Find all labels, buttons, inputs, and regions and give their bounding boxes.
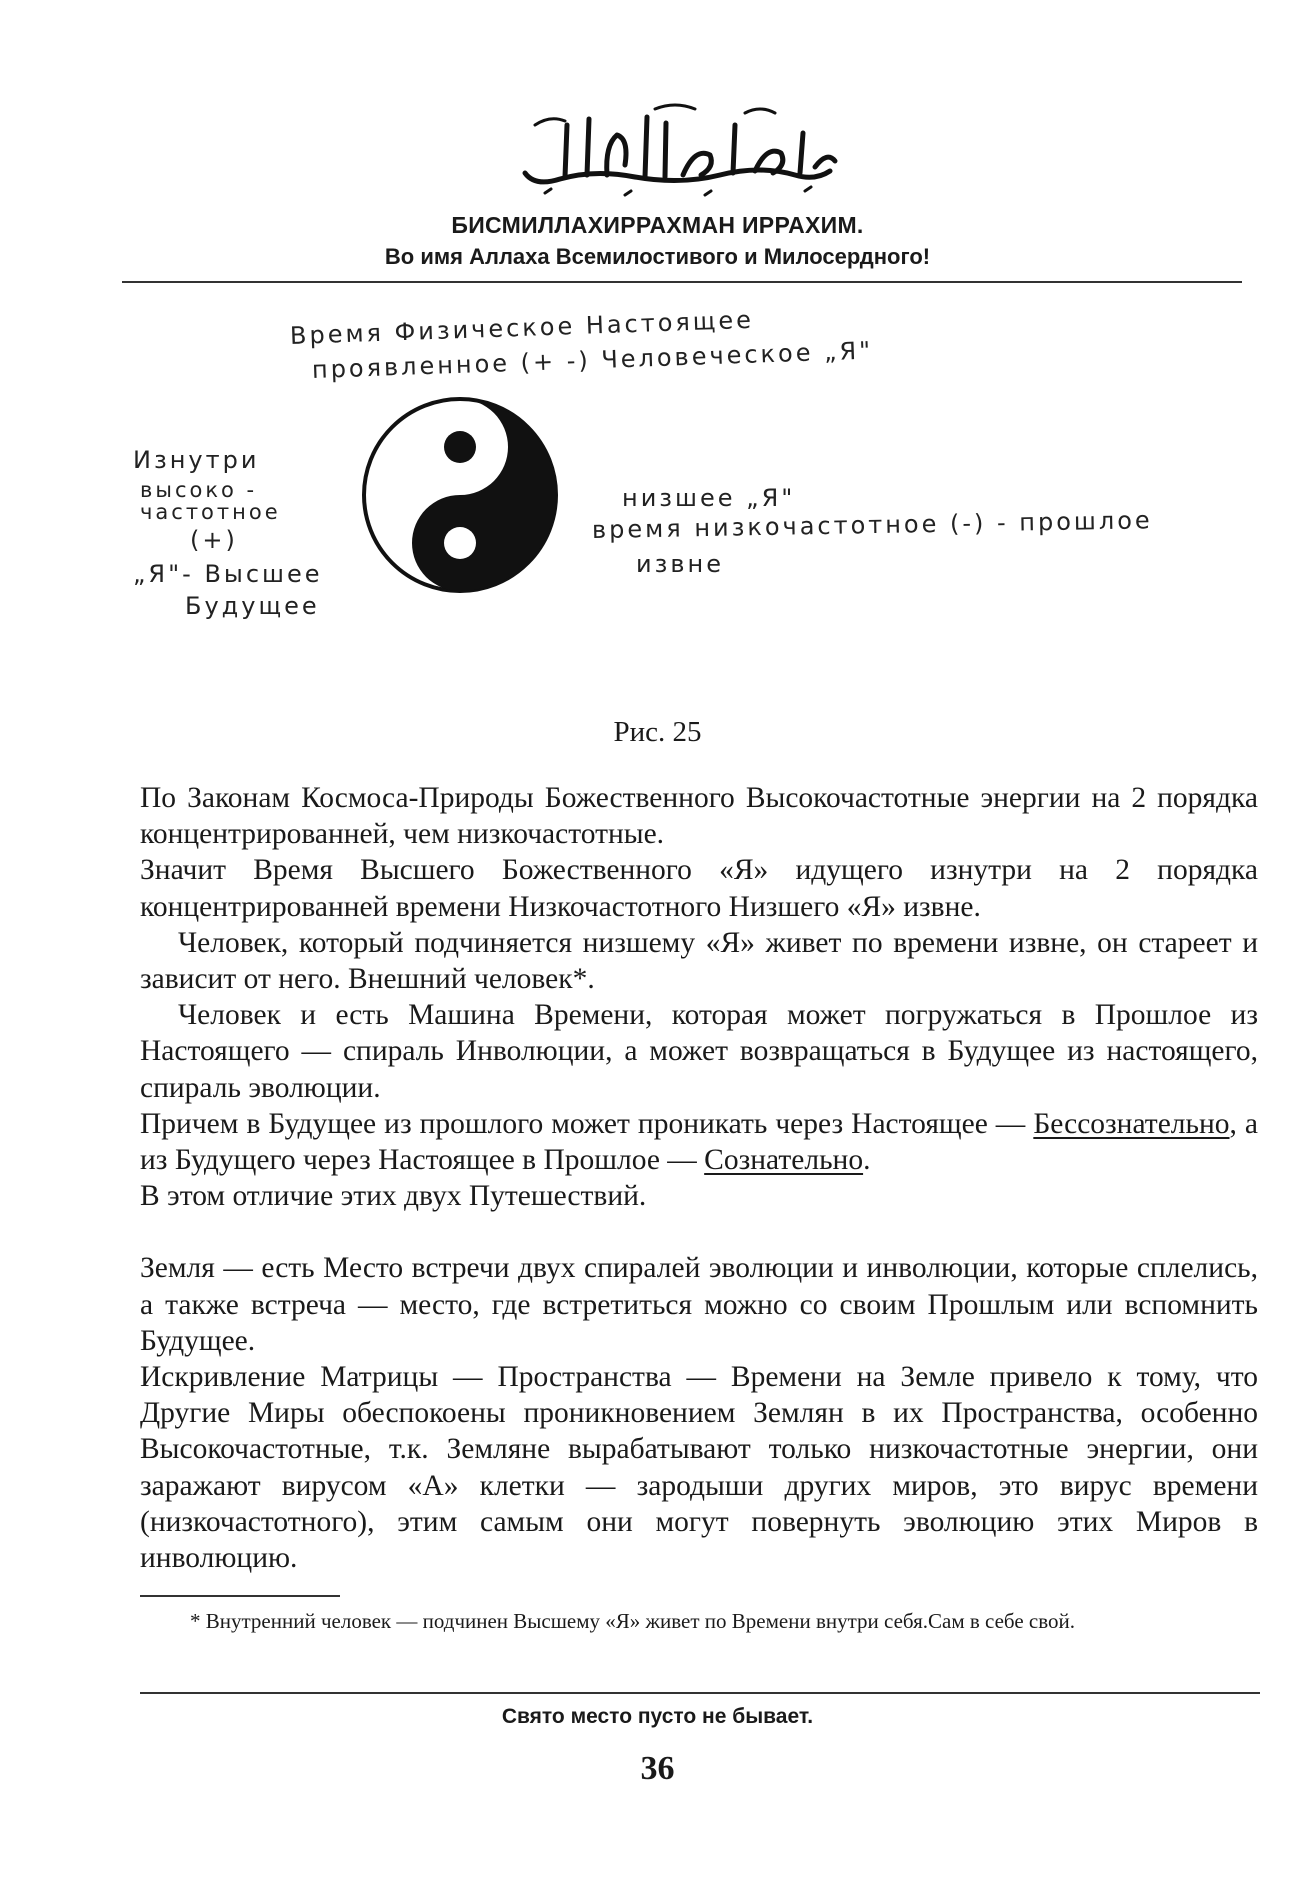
footer-motto: Свято место пусто не бывает. bbox=[501, 1705, 814, 1728]
bismillah-title: БИСМИЛЛАХИРРАХМАН ИРРАХИМ. bbox=[451, 212, 864, 238]
figure-right-line3: извне bbox=[636, 550, 724, 578]
figure-right-line1: низшее „Я" bbox=[622, 484, 796, 512]
body-text bbox=[140, 780, 1258, 1576]
figure-left-line5: „Я"- Высшее bbox=[133, 560, 323, 588]
paragraph-5 bbox=[140, 1106, 1258, 1178]
footnote-separator bbox=[140, 1595, 340, 1597]
paragraph-2: Значит Время Высшего Божественного «Я» идущего изнутри на 2 порядка концентрированней времени Низкочастотного Низшего «Я» извне. bbox=[140, 854, 1258, 923]
underlined-conscious: Сознательно bbox=[704, 1144, 864, 1177]
paragraph-1: По Законам Космоса-Природы Божественного Высокочастотные энергии на 2 порядка концентрированней, чем низкочастотные. bbox=[140, 782, 1258, 851]
figure-left-line2: высоко - bbox=[140, 478, 258, 502]
figure-caption: Рис. 25 bbox=[613, 716, 702, 748]
figure-left-line1: Изнутри bbox=[133, 446, 260, 474]
yin-yang-icon bbox=[360, 395, 560, 595]
paragraph-8: Искривление Матрицы — Пространства — Времени на Земле привело к тому, что Другие Миры обеспокоены проникновением Землян в их Пространства, особенно Высокочастотные, т.к. Земляне вырабатывают только низкочастотные энергии, они заражают вирусом «А» клетки — зародыши других миров, это вирус времени (низкочастотного), этим самым они могут повернуть эволюцию этих Миров в инволюцию. bbox=[140, 1361, 1258, 1575]
figure-right-line2: время низкочастотное (-) - прошлое bbox=[591, 506, 1153, 544]
figure-top-line2: проявленное (+ -) Человеческое „Я" bbox=[311, 336, 874, 384]
figure-left-line6: Будущее bbox=[185, 592, 320, 620]
paragraph-5-part-a: Причем в Будущее из прошлого может проникать через Настоящее — bbox=[140, 1107, 1034, 1140]
paragraph-4: Человек и есть Машина Времени, которая может погружаться в Прошлое из Настоящего — спираль Инволюции, а может возвращаться в Будущее из настоящего, спираль эволюции. bbox=[140, 999, 1258, 1104]
paragraph-6: В этом отличие этих двух Путешествий. bbox=[140, 1180, 647, 1213]
footnote-text: * Внутренний человек — подчинен Высшему «Я» живет по Времени внутри себя.Сам в себе свой. bbox=[190, 1609, 1075, 1633]
figure-top-line1: Время Физическое Настоящее bbox=[289, 305, 755, 350]
figure-left-line3: частотное bbox=[140, 500, 281, 524]
paragraph-7: Земля — есть Место встречи двух спиралей эволюции и инволюции, которые сплелись, а также встреча — место, где встретиться можно со своим Прошлым или вспомнить Будущее. bbox=[140, 1252, 1258, 1357]
page-number: 36 bbox=[640, 1750, 675, 1787]
footer-divider bbox=[140, 1692, 1260, 1694]
bismillah-translation: Во имя Аллаха Всемилостивого и Милосердного! bbox=[384, 244, 931, 269]
figure-left-line4: (+) bbox=[190, 526, 238, 554]
footnote bbox=[140, 1605, 1258, 1638]
paragraph-5-part-b: , а из Будущего через Настоящее в Прошлое — bbox=[140, 1107, 1258, 1177]
paragraph-5-part-c: . bbox=[863, 1144, 871, 1177]
underlined-unconscious: Бессознательно bbox=[1033, 1107, 1230, 1140]
paragraph-3: Человек, который подчиняется низшему «Я» живет по времени извне, он стареет и зависит от него. Внешний человек*. bbox=[140, 926, 1258, 996]
header-divider bbox=[122, 281, 1242, 283]
bismillah-calligraphy-icon bbox=[505, 95, 845, 205]
